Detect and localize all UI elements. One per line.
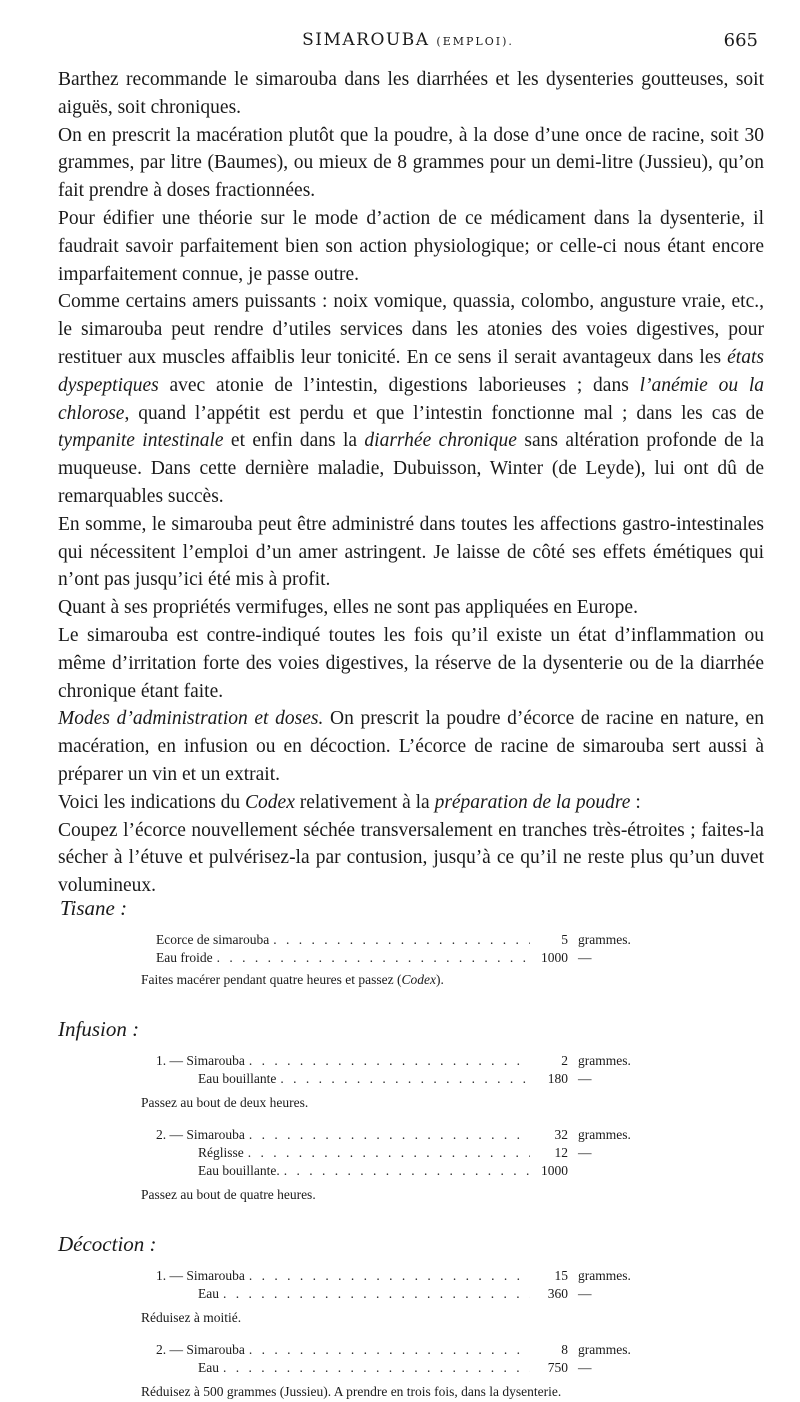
paragraph: Quant à ses propriétés vermifuges, elles ne sont pas appliquées en Europe. xyxy=(58,597,638,619)
leader-dots xyxy=(217,949,530,967)
text-run: , quand l’appétit est perdu et que l’intestin fonctionne mal ; dans les cas de xyxy=(124,402,764,424)
leader-dots xyxy=(280,1070,530,1088)
leader-dots xyxy=(248,1144,530,1162)
text-run: sans altération profonde de la muqueuse. Dans cette dernière maladie, Dubuisson, Winter (de Leyde), lui ont dû de remarquables succès. xyxy=(58,430,764,507)
ingredient-qty: 360 xyxy=(547,1286,568,1301)
ingredient-row xyxy=(156,1126,658,1144)
page-number: 665 xyxy=(723,30,758,51)
ingredient-name: Eau bouillante. xyxy=(198,1163,280,1178)
leader-dots xyxy=(249,1341,530,1359)
formulas-section xyxy=(58,896,758,1401)
tisane-title: Tisane : xyxy=(60,896,128,920)
running-head-subtitle: (EMPLOI). xyxy=(436,35,514,48)
text-run: Faites macérer pendant quatre heures et passez ( xyxy=(141,972,402,987)
leader-dots xyxy=(273,931,530,949)
ingredient-qty: 180 xyxy=(547,1071,568,1086)
text-run: Voici les indications du xyxy=(58,791,246,813)
ingredient-qty: 1000 xyxy=(541,950,568,965)
ingredient-unit: grammes. xyxy=(578,932,631,947)
ingredient-row xyxy=(156,1285,658,1303)
ingredient-row xyxy=(156,1267,658,1285)
leader-dots xyxy=(223,1359,530,1377)
paragraph: Barthez recommande le simarouba dans les diarrhées et les dysenteries goutteuses, soit aiguës, soit chroniques. xyxy=(58,69,764,118)
paragraph-codex xyxy=(58,789,764,817)
text-run: relativement à la xyxy=(294,791,435,813)
text-run: Comme certains amers puissants : noix vomique, quassia, colombo, angusture vraie, etc., le simarouba peut rendre d’utiles services dans les atonies des voies digestives, pour restituer aux muscles affaiblis leur tonicité. En ce sens il serait avantageux dans les xyxy=(58,291,764,368)
ingredient-name: 2. — Simarouba xyxy=(156,1127,245,1142)
running-head xyxy=(58,30,758,50)
ingredient-unit: — xyxy=(578,1071,592,1086)
leader-dots xyxy=(249,1126,530,1144)
paragraph: Le simarouba est contre-indiqué toutes les fois qu’il existe un état d’inflammation ou même d’irritation forte des voies digestives, la réserve de la dysenterie ou de la diarrhée chronique étant faite. xyxy=(58,624,764,702)
term-codex: Codex xyxy=(245,791,295,813)
ingredient-row xyxy=(156,1070,658,1088)
ingredient-name: Eau xyxy=(198,1286,219,1301)
recipe-note: Passez au bout de quatre heures. xyxy=(141,1187,316,1202)
ingredient-qty: 32 xyxy=(554,1127,568,1142)
ingredient-row xyxy=(156,1144,658,1162)
infusion-recipe-2 xyxy=(156,1126,658,1180)
decoction-recipe-1 xyxy=(156,1267,658,1303)
ingredient-unit: grammes. xyxy=(578,1342,631,1357)
text-run: : xyxy=(630,791,641,813)
leader-dots xyxy=(249,1052,530,1070)
recipe-note xyxy=(141,971,758,989)
term-tympanites: tympanite intestinale xyxy=(58,430,224,452)
ingredient-name: Eau froide xyxy=(156,950,213,965)
text-run: On prescrit la poudre d’écorce de racine en nature, en macération, en infusion ou en décoction. L’écorce de racine de simarouba sert aussi à préparer un vin et un extrait. xyxy=(58,708,765,785)
ingredient-name: Eau bouillante xyxy=(198,1071,277,1086)
recipe-note: Réduisez à 500 grammes (Jussieu). A prendre en trois fois, dans la dysenterie. xyxy=(141,1384,562,1399)
paragraph: Pour édifier une théorie sur le mode d’action de ce médicament dans la dysenterie, il faudrait savoir parfaitement bien son action physiologique; or celle-ci nous étant encore imparfaitement connue, je passe outre. xyxy=(58,207,764,285)
ingredient-name: 2. — Simarouba xyxy=(156,1342,245,1357)
recipe-note: Réduisez à moitié. xyxy=(141,1310,242,1325)
section-heading-administration: Modes d’administration et doses. xyxy=(58,708,324,730)
ingredient-unit: grammes. xyxy=(578,1268,631,1283)
ingredient-name: 1. — Simarouba xyxy=(156,1268,245,1283)
leader-dots xyxy=(249,1267,530,1285)
ingredient-qty: 750 xyxy=(547,1360,568,1375)
paragraph: Coupez l’écorce nouvellement séchée transversalement en tranches très-étroites ; faites-la sécher à l’étuve et pulvérisez-la par contusion, jusqu’à ce qu’il ne reste plus qu’un duvet volumineux. xyxy=(58,819,764,897)
ingredient-name: Ecorce de simarouba xyxy=(156,932,270,947)
paragraph-tonic-uses xyxy=(58,288,764,510)
recipe-note: Passez au bout de deux heures. xyxy=(141,1095,309,1110)
ingredient-row xyxy=(156,1052,658,1070)
term-dyspeptic-states: états dyspeptiques xyxy=(58,346,764,396)
leader-dots xyxy=(284,1162,530,1180)
ingredient-qty: 1000 xyxy=(541,1163,568,1178)
ingredient-row xyxy=(156,1341,658,1359)
ingredient-qty: 12 xyxy=(554,1145,568,1160)
infusion-recipe-1 xyxy=(156,1052,658,1088)
text-run: avec atonie de l’intestin, digestions laborieuses ; dans xyxy=(158,374,640,396)
page-header xyxy=(58,30,758,56)
text-run: et enfin dans la xyxy=(223,430,365,452)
ingredient-name: 1. — Simarouba xyxy=(156,1053,245,1068)
ingredient-qty: 15 xyxy=(554,1268,568,1283)
paragraph: En somme, le simarouba peut être administré dans toutes les affections gastro-intestinales qui nécessitent l’emploi d’un amer astringent. Je laisse de côté ses effets émétiques qui n’ont pas jusqu’ici été mis à profit. xyxy=(58,513,764,591)
main-text xyxy=(58,66,764,900)
decoction-recipe-2 xyxy=(156,1341,658,1377)
ingredient-row xyxy=(156,949,658,967)
term-powder-preparation: préparation de la poudre xyxy=(434,791,631,813)
paragraph-administration xyxy=(58,705,764,788)
ingredient-unit: grammes. xyxy=(578,1127,631,1142)
term-anemia-chlorosis: l’anémie ou la chlorose xyxy=(58,374,765,424)
ingredient-unit: grammes. xyxy=(578,1053,631,1068)
leader-dots xyxy=(223,1285,530,1303)
ingredient-qty: 5 xyxy=(561,932,568,947)
ingredient-unit: — xyxy=(578,950,592,965)
ingredient-name: Réglisse xyxy=(198,1145,244,1160)
text-run: ). xyxy=(436,972,444,987)
tisane-recipe xyxy=(156,931,658,967)
infusion-title: Infusion : xyxy=(58,1017,140,1041)
term-chronic-diarrhea: diarrhée chronique xyxy=(364,430,517,452)
ingredient-name: Eau xyxy=(198,1360,219,1375)
ingredient-unit: — xyxy=(578,1360,592,1375)
ingredient-row xyxy=(156,1162,658,1180)
ingredient-unit: — xyxy=(578,1145,592,1160)
running-head-title: SIMAROUBA xyxy=(302,30,430,50)
ingredient-unit: — xyxy=(578,1286,592,1301)
ingredient-row xyxy=(156,931,658,949)
term-codex: Codex xyxy=(401,972,437,987)
paragraph: On en prescrit la macération plutôt que la poudre, à la dose d’une once de racine, soit 30 grammes, par litre (Baumes), ou mieux de 8 grammes pour un demi-litre (Jussieu), qu’on fait prendre à doses fractionnées. xyxy=(58,124,764,202)
ingredient-qty: 2 xyxy=(561,1053,568,1068)
ingredient-row xyxy=(156,1359,658,1377)
decoction-title: Décoction : xyxy=(58,1232,157,1256)
ingredient-qty: 8 xyxy=(561,1342,568,1357)
